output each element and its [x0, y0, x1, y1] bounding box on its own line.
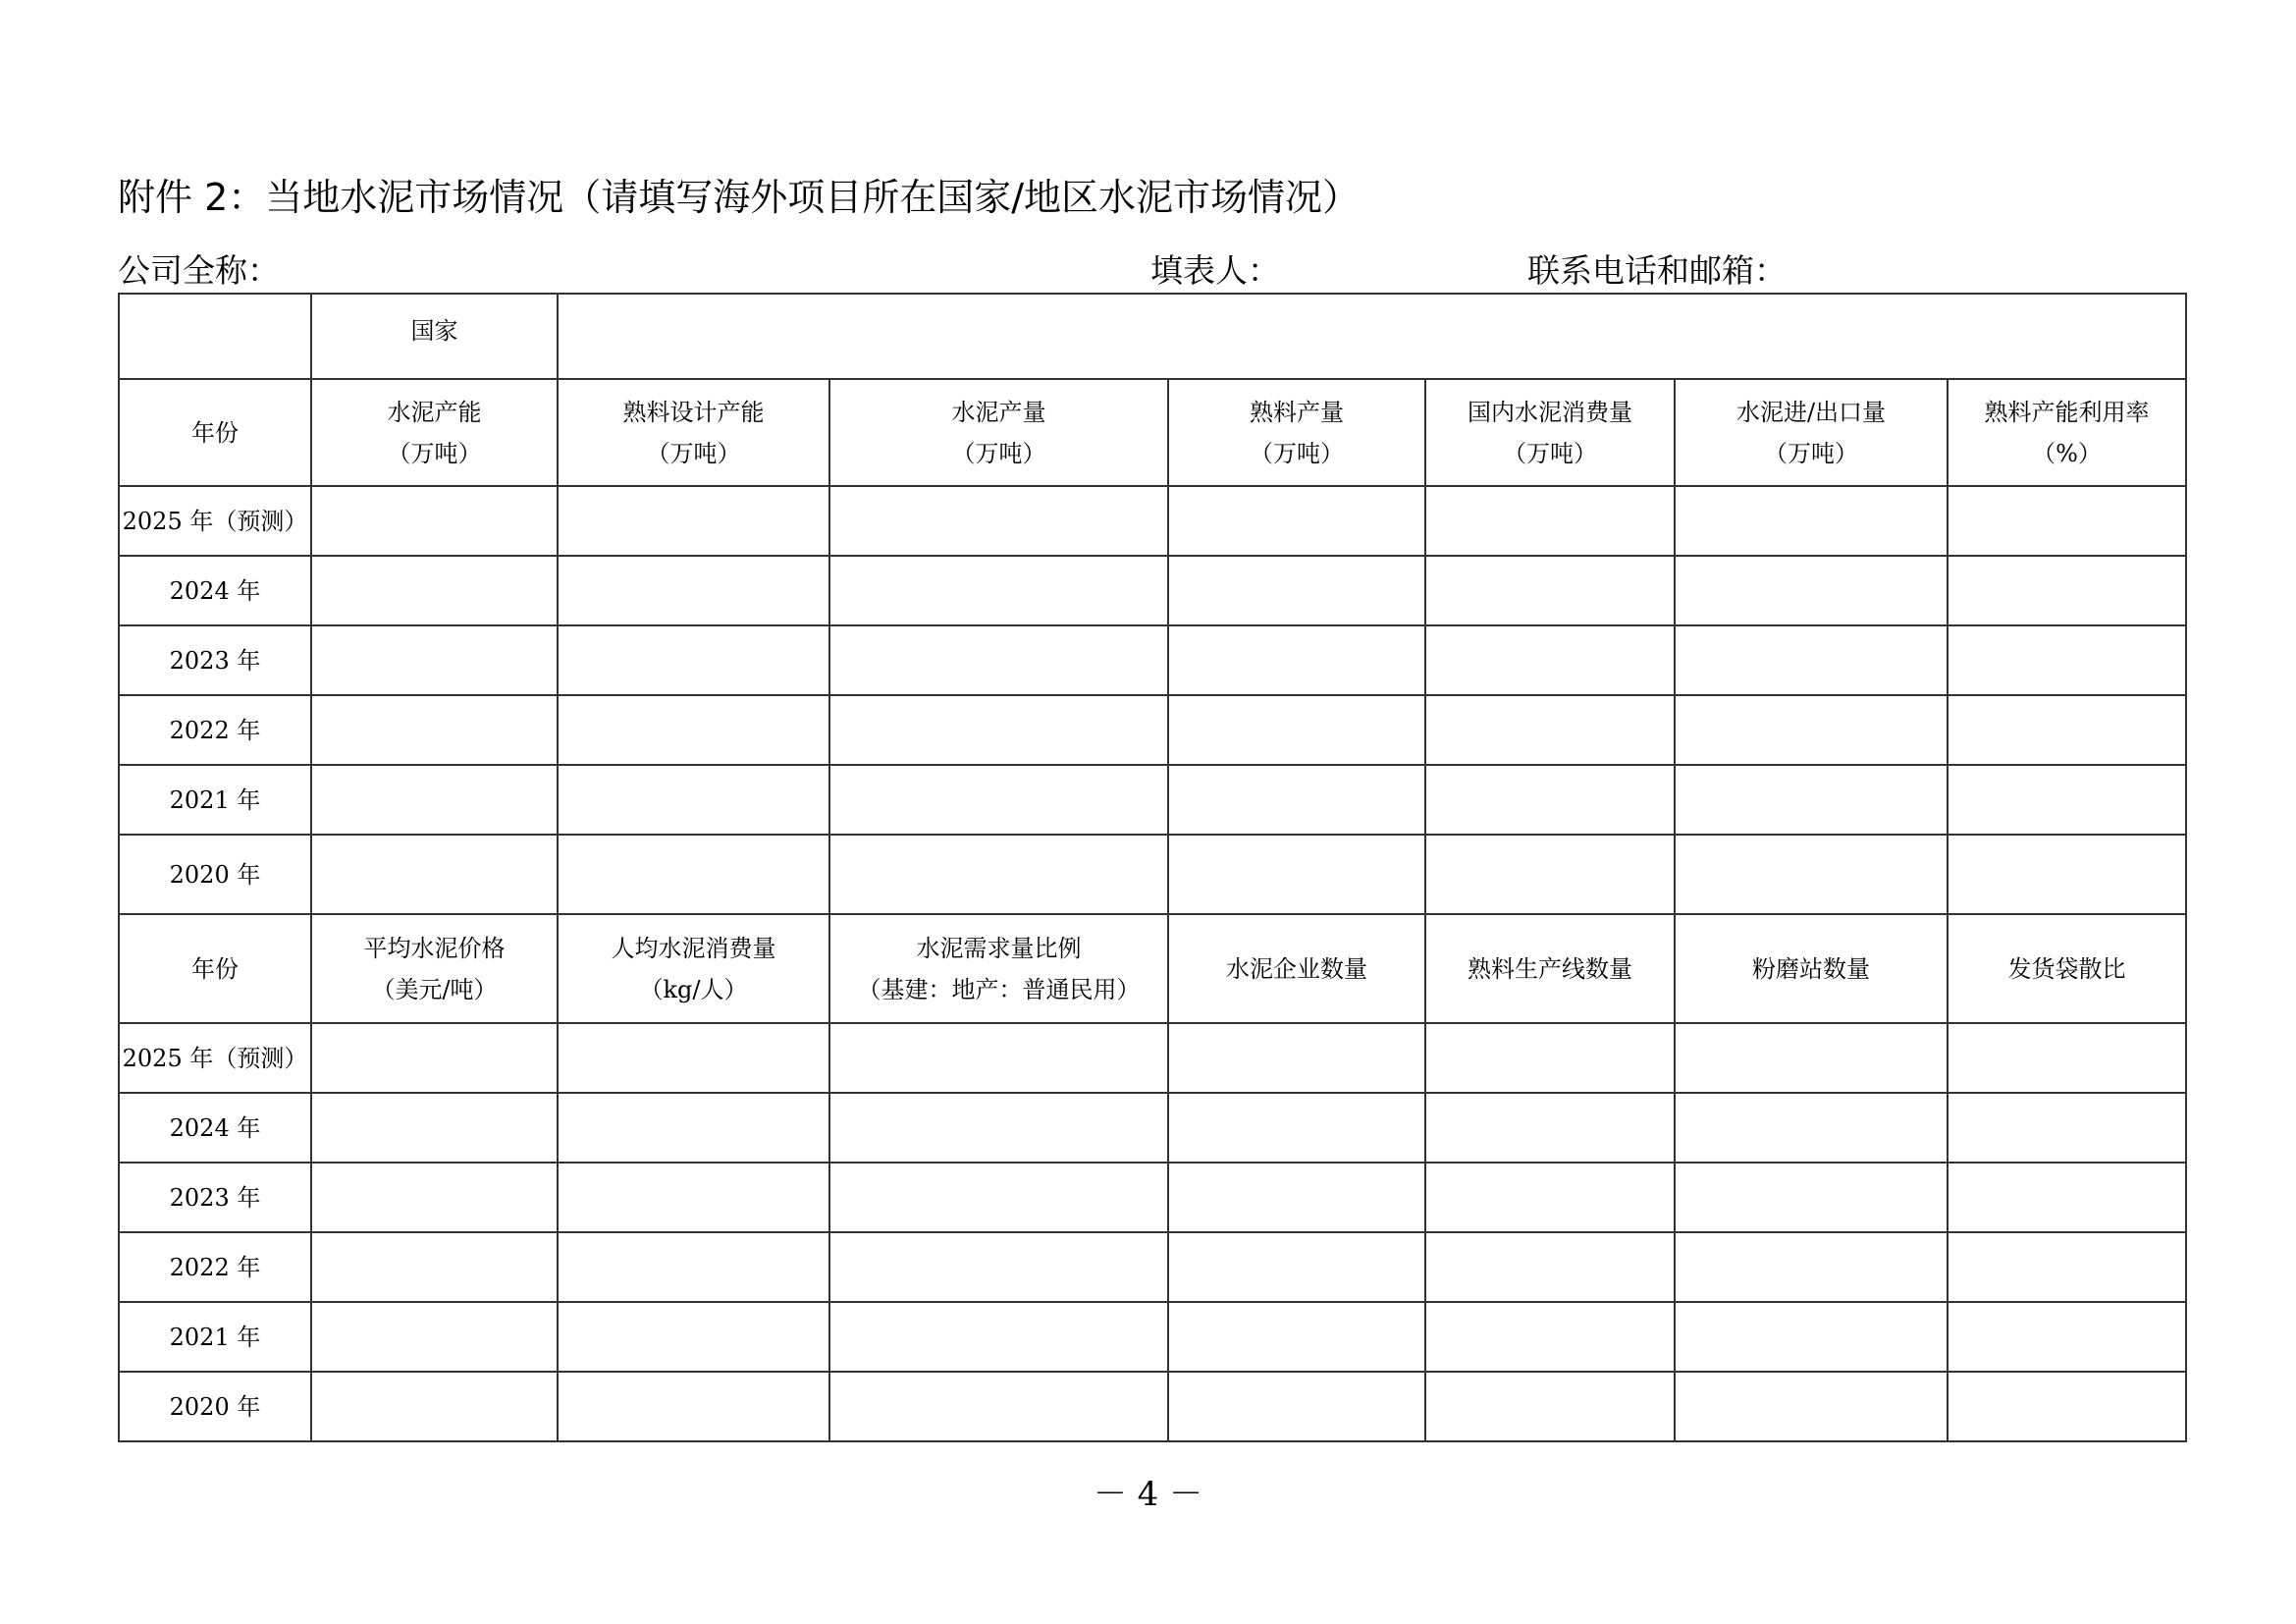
- year-cell: 2025 年（预测）: [119, 486, 311, 556]
- input-cell[interactable]: [311, 1163, 558, 1232]
- input-cell[interactable]: [1425, 765, 1675, 835]
- column-header: [1425, 914, 1675, 1023]
- input-cell[interactable]: [558, 1232, 829, 1302]
- input-cell[interactable]: [558, 835, 829, 914]
- input-cell[interactable]: [558, 1372, 829, 1441]
- input-cell[interactable]: [311, 1372, 558, 1441]
- input-cell[interactable]: [558, 695, 829, 765]
- year-cell: 2024 年: [119, 1093, 311, 1163]
- header-name: 国内水泥消费量: [1468, 398, 1632, 426]
- input-cell[interactable]: [1425, 695, 1675, 765]
- input-cell[interactable]: [1948, 765, 2186, 835]
- column-header: [829, 379, 1168, 486]
- year-header: 年份: [119, 914, 311, 1023]
- header-name: 水泥进/出口量: [1735, 398, 1887, 426]
- header-unit: （万吨）: [1250, 439, 1344, 467]
- input-cell[interactable]: [1948, 1023, 2186, 1093]
- input-cell[interactable]: [829, 1093, 1168, 1163]
- input-cell[interactable]: [1425, 1163, 1675, 1232]
- column-header: [1168, 914, 1425, 1023]
- input-cell[interactable]: [1168, 1023, 1425, 1093]
- header-name: 发货袋散比: [2007, 954, 2126, 983]
- input-cell[interactable]: [1675, 1372, 1948, 1441]
- country-value-cell[interactable]: [558, 294, 2186, 379]
- year-cell: 2022 年: [119, 695, 311, 765]
- column-header: [1168, 379, 1425, 486]
- input-cell[interactable]: [1675, 1302, 1948, 1372]
- input-cell[interactable]: [829, 1163, 1168, 1232]
- input-cell[interactable]: [1425, 625, 1675, 695]
- input-cell[interactable]: [1675, 1163, 1948, 1232]
- input-cell[interactable]: [558, 1302, 829, 1372]
- input-cell[interactable]: [1425, 1093, 1675, 1163]
- column-header: [1948, 914, 2186, 1023]
- input-cell[interactable]: [829, 835, 1168, 914]
- table-cell: [119, 294, 311, 379]
- table-row: [119, 625, 2186, 695]
- header-name: 粉磨站数量: [1752, 954, 1870, 983]
- input-cell[interactable]: [1168, 1372, 1425, 1441]
- year-cell: 2023 年: [119, 1163, 311, 1232]
- header-name: 水泥企业数量: [1226, 954, 1367, 983]
- cement-market-table: [118, 293, 2187, 1442]
- input-cell[interactable]: [1948, 1163, 2186, 1232]
- header-name: 熟料产量: [1250, 398, 1344, 426]
- input-cell[interactable]: [829, 1302, 1168, 1372]
- input-cell[interactable]: [558, 1163, 829, 1232]
- input-cell[interactable]: [1948, 1372, 2186, 1441]
- table-row: [119, 486, 2186, 556]
- table-row: [119, 765, 2186, 835]
- year-cell: 2022 年: [119, 1232, 311, 1302]
- input-cell[interactable]: [311, 1023, 558, 1093]
- table-row: [119, 1023, 2186, 1093]
- input-cell[interactable]: [829, 1372, 1168, 1441]
- header-name: 熟料设计产能: [622, 398, 765, 426]
- header-unit: （%）: [2032, 439, 2102, 467]
- input-cell[interactable]: [311, 486, 558, 556]
- input-cell[interactable]: [1425, 1023, 1675, 1093]
- input-cell[interactable]: [1168, 765, 1425, 835]
- year-cell: 2023 年: [119, 625, 311, 695]
- header-unit: （基建：地产：普通民用）: [857, 975, 1141, 1003]
- input-cell[interactable]: [1948, 695, 2186, 765]
- country-label: 国家: [311, 294, 558, 379]
- header-name: 水泥产量: [951, 398, 1046, 426]
- country-row: [119, 294, 2186, 379]
- column-header: [1675, 914, 1948, 1023]
- input-cell[interactable]: [1948, 1232, 2186, 1302]
- input-cell[interactable]: [829, 625, 1168, 695]
- input-cell[interactable]: [1168, 1093, 1425, 1163]
- input-cell[interactable]: [558, 1093, 829, 1163]
- input-cell[interactable]: [558, 765, 829, 835]
- input-cell[interactable]: [1675, 1093, 1948, 1163]
- input-cell[interactable]: [829, 1023, 1168, 1093]
- input-cell[interactable]: [311, 556, 558, 625]
- input-cell[interactable]: [1425, 486, 1675, 556]
- input-cell[interactable]: [311, 1302, 558, 1372]
- table-row: [119, 1232, 2186, 1302]
- input-cell[interactable]: [558, 625, 829, 695]
- input-cell[interactable]: [1675, 695, 1948, 765]
- page-number: － 4 －: [1093, 1475, 1203, 1514]
- column-header: [1675, 379, 1948, 486]
- input-cell[interactable]: [1168, 486, 1425, 556]
- input-cell[interactable]: [311, 835, 558, 914]
- contact-label: 联系电话和邮箱：: [1527, 251, 1787, 290]
- input-cell[interactable]: [311, 1093, 558, 1163]
- header-unit: （万吨）: [1764, 439, 1858, 467]
- input-cell[interactable]: [1675, 556, 1948, 625]
- input-cell[interactable]: [829, 556, 1168, 625]
- column-header: [829, 914, 1168, 1023]
- filler-label: 填表人：: [1150, 251, 1280, 290]
- input-cell[interactable]: [1425, 556, 1675, 625]
- input-cell[interactable]: [1948, 835, 2186, 914]
- input-cell[interactable]: [1168, 1302, 1425, 1372]
- input-cell[interactable]: [1168, 835, 1425, 914]
- table-row: [119, 1372, 2186, 1441]
- section1-header-row: [119, 379, 2186, 486]
- input-cell[interactable]: [1675, 1023, 1948, 1093]
- input-cell[interactable]: [1948, 1093, 2186, 1163]
- column-header: [311, 914, 558, 1023]
- table-row: [119, 835, 2186, 914]
- header-unit: （美元/吨）: [371, 975, 498, 1003]
- year-cell: 2024 年: [119, 556, 311, 625]
- input-cell[interactable]: [1168, 1163, 1425, 1232]
- column-header: [311, 379, 558, 486]
- column-header: [558, 914, 829, 1023]
- input-cell[interactable]: [311, 1232, 558, 1302]
- column-header: [1948, 379, 2186, 486]
- table-row: [119, 1093, 2186, 1163]
- input-cell[interactable]: [1675, 765, 1948, 835]
- year-cell: 2021 年: [119, 765, 311, 835]
- input-cell[interactable]: [1168, 1232, 1425, 1302]
- header-name: 水泥需求量比例: [916, 934, 1082, 962]
- table-row: [119, 695, 2186, 765]
- input-cell[interactable]: [558, 486, 829, 556]
- input-cell[interactable]: [1675, 1232, 1948, 1302]
- input-cell[interactable]: [1168, 625, 1425, 695]
- input-cell[interactable]: [1425, 835, 1675, 914]
- input-cell[interactable]: [1948, 486, 2186, 556]
- input-cell[interactable]: [1168, 695, 1425, 765]
- input-cell[interactable]: [829, 486, 1168, 556]
- input-cell[interactable]: [1425, 1372, 1675, 1441]
- year-cell: 2020 年: [119, 1372, 311, 1441]
- input-cell[interactable]: [1948, 625, 2186, 695]
- header-unit: （万吨）: [387, 439, 482, 467]
- input-cell[interactable]: [1948, 1302, 2186, 1372]
- section2-header-row: [119, 914, 2186, 1023]
- input-cell[interactable]: [1675, 835, 1948, 914]
- company-name-label: 公司全称：: [118, 251, 280, 290]
- input-cell[interactable]: [1168, 556, 1425, 625]
- input-cell[interactable]: [829, 1232, 1168, 1302]
- input-cell[interactable]: [1675, 625, 1948, 695]
- input-cell[interactable]: [311, 765, 558, 835]
- header-name: 平均水泥价格: [363, 934, 506, 962]
- column-header: [1425, 379, 1675, 486]
- input-cell[interactable]: [558, 1023, 829, 1093]
- input-cell[interactable]: [829, 765, 1168, 835]
- year-cell: 2020 年: [119, 835, 311, 914]
- header-name: 水泥产能: [387, 398, 482, 426]
- year-header: 年份: [119, 379, 311, 486]
- input-cell[interactable]: [1425, 1232, 1675, 1302]
- column-header: [558, 379, 829, 486]
- header-name: 熟料产能利用率: [1984, 398, 2150, 426]
- input-cell[interactable]: [1675, 486, 1948, 556]
- input-cell[interactable]: [1948, 556, 2186, 625]
- input-cell[interactable]: [558, 556, 829, 625]
- header-name: 熟料生产线数量: [1468, 954, 1632, 983]
- table-row: [119, 1163, 2186, 1232]
- year-cell: 2021 年: [119, 1302, 311, 1372]
- header-unit: （kg/人）: [639, 975, 748, 1003]
- header-name: 人均水泥消费量: [611, 934, 776, 962]
- table-row: [119, 556, 2186, 625]
- input-cell[interactable]: [311, 695, 558, 765]
- input-cell[interactable]: [1425, 1302, 1675, 1372]
- header-unit: （万吨）: [646, 439, 741, 467]
- table-row: [119, 1302, 2186, 1372]
- header-unit: （万吨）: [951, 439, 1046, 467]
- input-cell[interactable]: [829, 695, 1168, 765]
- page-title: 附件 2：当地水泥市场情况（请填写海外项目所在国家/地区水泥市场情况）: [118, 176, 1361, 219]
- header-unit: （万吨）: [1503, 439, 1597, 467]
- input-cell[interactable]: [311, 625, 558, 695]
- year-cell: 2025 年（预测）: [119, 1023, 311, 1093]
